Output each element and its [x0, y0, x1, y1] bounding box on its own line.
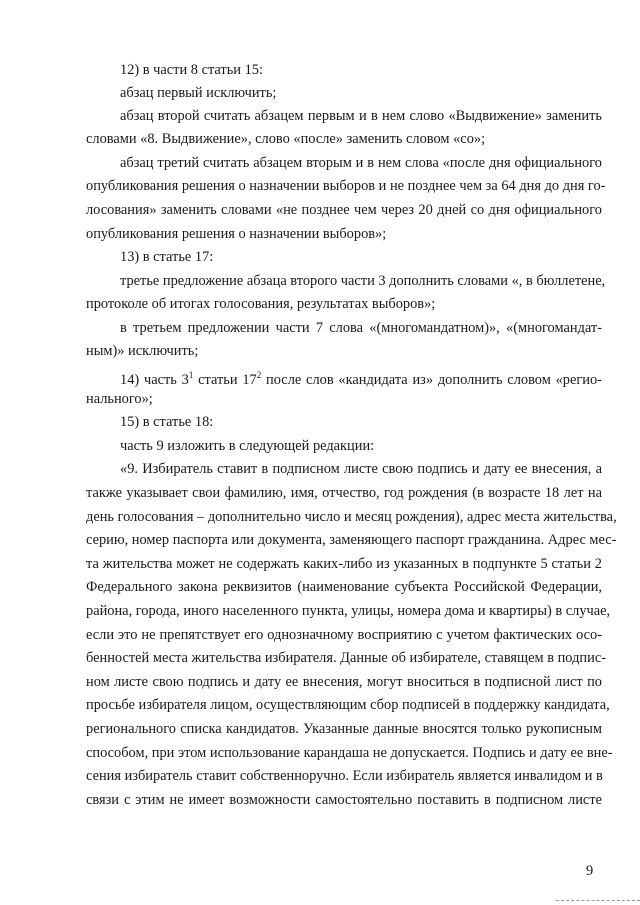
text-line: если это не препятствует его однозначному восприятию с учетом фактических осо-	[86, 627, 602, 643]
text-line: способом, при этом использование карандаша не допускается. Подпись и дату ее вне-	[86, 745, 613, 761]
text-fragment: после слов «кандидата из» дополнить словом «регио-	[266, 371, 602, 388]
text-line: лосования» заменить словами «не позднее чем через 20 дней со дня официального	[86, 202, 602, 218]
text-line: словами «8. Выдвижение», слово «после» заменить словом «со»;	[86, 131, 486, 147]
text-line: нального»;	[86, 391, 153, 407]
text-line: в третьем предложении части 7 слова «(многомандатном)», «(многомандат-	[120, 320, 602, 336]
text-line: абзац первый исключить;	[120, 85, 277, 101]
text-line: сения избиратель ставит собственноручно. Если избиратель является инвалидом и в	[86, 768, 603, 784]
text-line: «9. Избиратель ставит в подписном листе свою подпись и дату ее внесения, а	[120, 461, 602, 477]
text-line: также указывает свои фамилию, имя, отчество, год рождения (в возрасте 18 лет на	[86, 485, 602, 501]
text-line: серию, номер паспорта или документа, заменяющего паспорт гражданина. Адрес мес-	[86, 532, 617, 548]
superscript: 2	[256, 370, 262, 380]
text-fragment: статьи 17	[198, 371, 257, 388]
text-line: та жительства может не содержать каких-либо из указанных в подпункте 5 статьи 2	[86, 556, 602, 572]
page-number: 9	[586, 863, 594, 879]
text-line: часть 9 изложить в следующей редакции:	[120, 438, 375, 454]
text-line: день голосования – дополнительно число и месяц рождения), адрес места жительства,	[86, 509, 617, 525]
text-line: бенностей места жительства избирателя. Данные об избирателе, ставящем в подпис-	[86, 650, 606, 666]
text-line: просьбе избирателя лицом, осуществляющим сбор подписей в поддержку кандидата,	[86, 697, 610, 713]
text-line: 13) в статье 17:	[120, 249, 214, 265]
text-line	[120, 366, 602, 389]
text-line: связи с этим не имеет возможности самостоятельно поставить в подписном листе	[86, 792, 602, 808]
text-line: ным)» исключить;	[86, 343, 199, 359]
text-fragment: 14) часть 3	[120, 371, 189, 388]
text-line: абзац второй считать абзацем первым и в нем слово «Выдвижение» заменить	[120, 108, 602, 124]
text-line: третье предложение абзаца второго части 3 дополнить словами «, в бюллетене,	[120, 273, 606, 289]
text-line: регионального списка кандидатов. Указанные данные вносятся только рукописным	[86, 721, 602, 737]
text-line: абзац третий считать абзацем вторым и в нем слова «после дня официального	[120, 155, 602, 171]
text-line: 15) в статье 18:	[120, 414, 214, 430]
superscript: 1	[188, 370, 194, 380]
text-line: 12) в части 8 статьи 15:	[120, 62, 263, 78]
text-line: Федерального закона реквизитов (наименование субъекта Российской Федерации,	[86, 579, 602, 595]
text-line: опубликования решения о назначении выборов и не позднее чем за 64 дня до дня го-	[86, 178, 606, 194]
text-line: района, города, иного населенного пункта, улицы, номера дома и квартиры) в случае,	[86, 603, 611, 619]
text-line: ном листе свою подпись и дату ее внесения, могут вноситься в подписной лист по	[86, 674, 602, 690]
text-line: протоколе об итогах голосования, результатах выборов»;	[86, 296, 436, 312]
footer-divider	[556, 900, 640, 901]
text-line: опубликования решения о назначении выборов»;	[86, 226, 387, 242]
